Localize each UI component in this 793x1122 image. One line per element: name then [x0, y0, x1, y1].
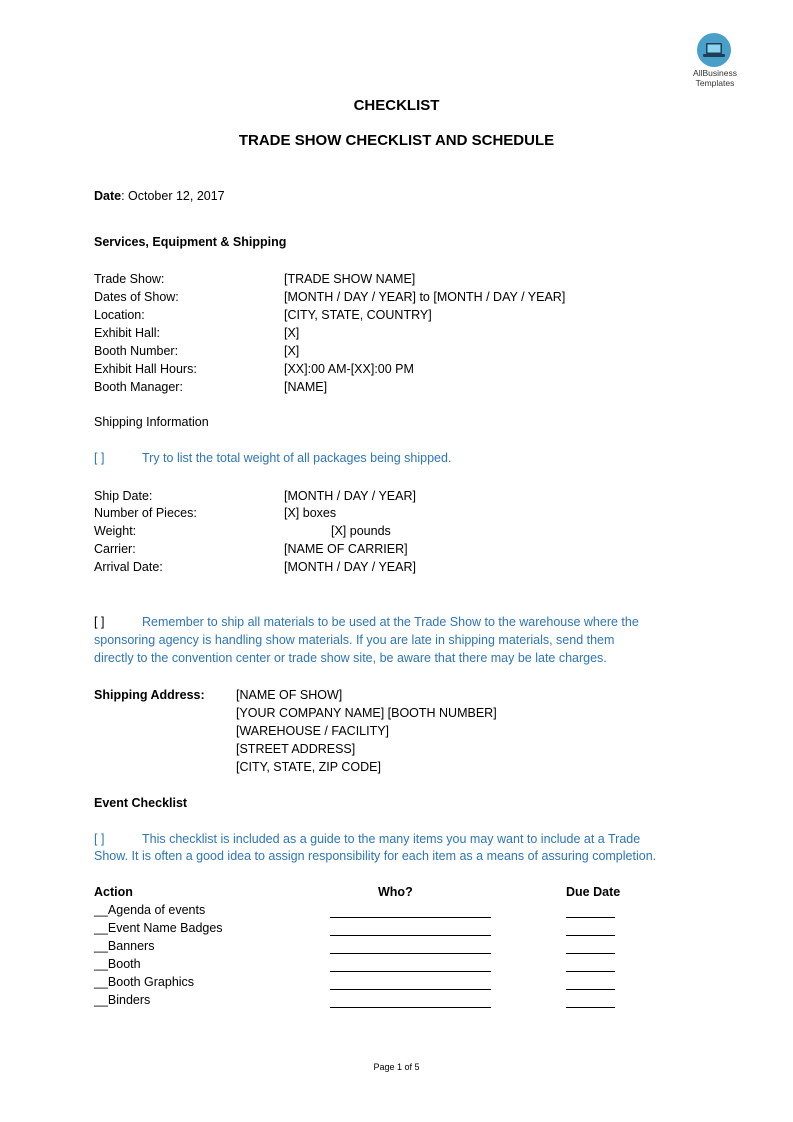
table-row-action: __Agenda of events: [94, 903, 206, 917]
logo-line-1: AllBusiness: [693, 68, 737, 78]
show-info-label: Dates of Show:: [94, 290, 179, 304]
who-blank-line[interactable]: [330, 989, 491, 990]
due-date-blank-line[interactable]: [566, 989, 615, 990]
document-subtitle: TRADE SHOW CHECKLIST AND SCHEDULE: [238, 132, 555, 149]
column-header-due-date: Due Date: [566, 885, 621, 899]
shipping-address-line: [NAME OF SHOW]: [236, 688, 343, 702]
table-row-action: __Event Name Badges: [94, 921, 223, 935]
checkbox-bracket[interactable]: [ ]: [94, 615, 105, 629]
shipping-info-value: [MONTH / DAY / YEAR]: [284, 489, 416, 503]
tip-text: Try to list the total weight of all packages being shipped.: [142, 451, 452, 465]
date-line: [94, 189, 225, 203]
show-info-value: [MONTH / DAY / YEAR] to [MONTH / DAY / YEAR]: [284, 290, 566, 304]
show-info-label: Booth Manager:: [94, 380, 183, 394]
due-date-blank-line[interactable]: [566, 935, 615, 936]
show-info-label: Exhibit Hall:: [94, 326, 160, 340]
tip-text: sponsoring agency is handling show materials. If you are late in shipping materials, send them: [94, 633, 615, 647]
column-header-who: Who?: [378, 885, 413, 899]
shipping-info-label: Carrier:: [94, 542, 136, 556]
table-row-action: __Booth Graphics: [94, 975, 195, 989]
tip-text: This checklist is included as a guide to the many items you may want to include at a Trade: [142, 832, 641, 846]
due-date-blank-line[interactable]: [566, 1007, 615, 1008]
shipping-address-line: [CITY, STATE, ZIP CODE]: [236, 760, 381, 774]
shipping-heading: Shipping Information: [94, 415, 209, 429]
shipping-info-value: [X] pounds: [331, 524, 391, 538]
show-info-value: [TRADE SHOW NAME]: [284, 272, 416, 286]
tip-text: Show. It is often a good idea to assign responsibility for each item as a means of assuring completion.: [94, 849, 657, 863]
show-info-label: Exhibit Hall Hours:: [94, 362, 197, 376]
shipping-info-value: [MONTH / DAY / YEAR]: [284, 560, 416, 574]
laptop-icon: [697, 33, 731, 67]
due-date-blank-line[interactable]: [566, 953, 615, 954]
show-info-label: Trade Show:: [94, 272, 165, 286]
shipping-info-label: Arrival Date:: [94, 560, 163, 574]
column-header-action: Action: [94, 885, 133, 899]
date-value: : October 12, 2017: [121, 189, 225, 203]
shipping-info-label: Number of Pieces:: [94, 506, 197, 520]
tip-text: Remember to ship all materials to be used at the Trade Show to the warehouse where the: [142, 615, 639, 629]
show-info-label: Location:: [94, 308, 145, 322]
checkbox-bracket[interactable]: [ ]: [94, 451, 105, 465]
show-info-value: [CITY, STATE, COUNTRY]: [284, 308, 432, 322]
show-info-label: Booth Number:: [94, 344, 179, 358]
show-info-value: [X]: [284, 344, 300, 358]
tip-text: directly to the convention center or trade show site, be aware that there may be late charges.: [94, 651, 607, 665]
shipping-address-line: [WAREHOUSE / FACILITY]: [236, 724, 390, 738]
show-info-value: [XX]:00 AM-[XX]:00 PM: [284, 362, 414, 376]
shipping-info-label: Weight:: [94, 524, 137, 538]
show-info-value: [X]: [284, 326, 300, 340]
table-row-action: __Banners: [94, 939, 155, 953]
due-date-blank-line[interactable]: [566, 971, 615, 972]
who-blank-line[interactable]: [330, 935, 491, 936]
who-blank-line[interactable]: [330, 971, 491, 972]
shipping-address-line: [YOUR COMPANY NAME] [BOOTH NUMBER]: [236, 706, 497, 720]
due-date-blank-line[interactable]: [566, 917, 615, 918]
date-label: Date: [94, 189, 122, 203]
checkbox-bracket[interactable]: [ ]: [94, 832, 105, 846]
document-title: CHECKLIST: [353, 97, 440, 114]
shipping-info-label: Ship Date:: [94, 489, 153, 503]
who-blank-line[interactable]: [330, 1007, 491, 1008]
logo-line-2: Templates: [695, 78, 735, 88]
table-row-action: __Binders: [94, 993, 151, 1007]
who-blank-line[interactable]: [330, 917, 491, 918]
shipping-address-label: Shipping Address:: [94, 688, 205, 702]
shipping-address-line: [STREET ADDRESS]: [236, 742, 356, 756]
table-row-action: __Booth: [94, 957, 141, 971]
shipping-info-value: [X] boxes: [284, 506, 337, 520]
event-heading: Event Checklist: [94, 796, 188, 810]
page-number: Page 1 of 5: [373, 1062, 420, 1072]
who-blank-line[interactable]: [330, 953, 491, 954]
shipping-info-value: [NAME OF CARRIER]: [284, 542, 408, 556]
show-info-value: [NAME]: [284, 380, 328, 394]
services-heading: Services, Equipment & Shipping: [94, 235, 287, 249]
